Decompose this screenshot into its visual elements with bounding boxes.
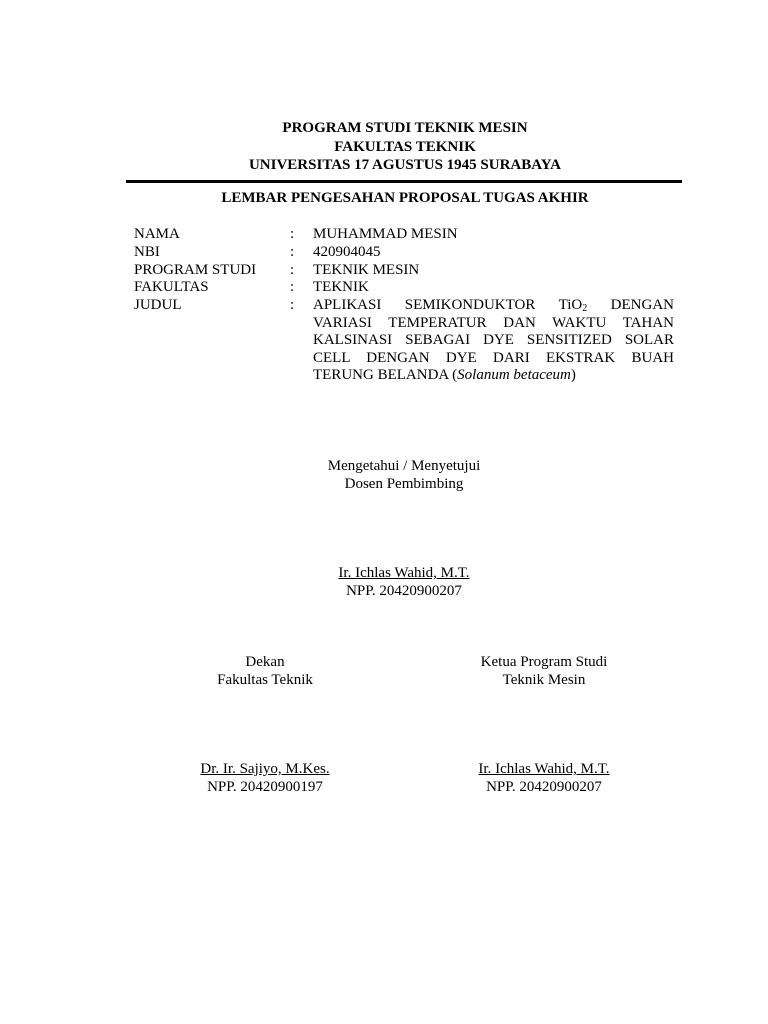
dekan-npp: NPP. 20420900197 bbox=[207, 778, 323, 795]
judul-line: KALSINASI SEBAGAI DYE SENSITIZED SOLAR bbox=[313, 332, 674, 348]
field-label: PROGRAM STUDI bbox=[134, 262, 257, 278]
ketua-heading bbox=[444, 654, 644, 689]
supervisor-signature-block bbox=[254, 565, 554, 600]
dekan-heading bbox=[165, 654, 365, 689]
field-colon: : bbox=[290, 297, 295, 313]
judul-line: CELL DENGAN DYE DARI EKSTRAK BUAH bbox=[313, 349, 674, 366]
dekan-faculty: Fakultas Teknik bbox=[217, 671, 313, 688]
field-colon: : bbox=[290, 262, 295, 278]
field-colon: : bbox=[290, 226, 295, 242]
dekan-name: Dr. Ir. Sajiyo, M.Kes. bbox=[200, 761, 330, 777]
field-value: TEKNIK bbox=[313, 279, 369, 295]
ketua-npp: NPP. 20420900207 bbox=[486, 778, 602, 795]
dekan-title: Dekan bbox=[245, 654, 285, 670]
supervisor-npp: NPP. 20420900207 bbox=[346, 582, 462, 599]
judul-line: APLIKASI SEMIKONDUKTOR TiO$_2$ DENGAN bbox=[313, 297, 674, 314]
approval-role: Dosen Pembimbing bbox=[344, 475, 464, 492]
field-label: FAKULTAS bbox=[134, 279, 209, 295]
field-value: 420904045 bbox=[313, 244, 381, 260]
field-label: JUDUL bbox=[134, 297, 182, 313]
ketua-name: Ir. Ichlas Wahid, M.T. bbox=[478, 761, 610, 777]
field-value: TEKNIK MESIN bbox=[313, 262, 420, 278]
document-header bbox=[0, 119, 768, 175]
field-label: NAMA bbox=[134, 226, 180, 242]
ketua-signature-block bbox=[444, 761, 644, 796]
field-label: NBI bbox=[134, 244, 160, 260]
university-heading: UNIVERSITAS 17 AGUSTUS 1945 SURABAYA bbox=[248, 157, 562, 173]
field-value: MUHAMMAD MESIN bbox=[313, 226, 458, 242]
judul-line: VARIASI TEMPERATUR DAN WAKTU TAHAN bbox=[313, 314, 674, 331]
header-divider bbox=[126, 180, 682, 183]
approval-heading bbox=[254, 458, 554, 493]
dekan-signature-block bbox=[165, 761, 365, 796]
judul-line: TERUNG BELANDA (Solanum betaceum) bbox=[313, 367, 576, 383]
field-colon: : bbox=[290, 279, 295, 295]
sheet-title: LEMBAR PENGESAHAN PROPOSAL TUGAS AKHIR bbox=[221, 190, 589, 206]
judul-value bbox=[313, 297, 674, 385]
program-studi-heading: PROGRAM STUDI TEKNIK MESIN bbox=[282, 120, 528, 136]
supervisor-name: Ir. Ichlas Wahid, M.T. bbox=[338, 565, 470, 581]
fakultas-heading: FAKULTAS TEKNIK bbox=[334, 138, 476, 155]
approval-line: Mengetahui / Menyetujui bbox=[327, 458, 481, 474]
field-colon: : bbox=[290, 244, 295, 260]
ketua-title: Ketua Program Studi bbox=[480, 654, 608, 670]
ketua-program: Teknik Mesin bbox=[502, 671, 586, 688]
